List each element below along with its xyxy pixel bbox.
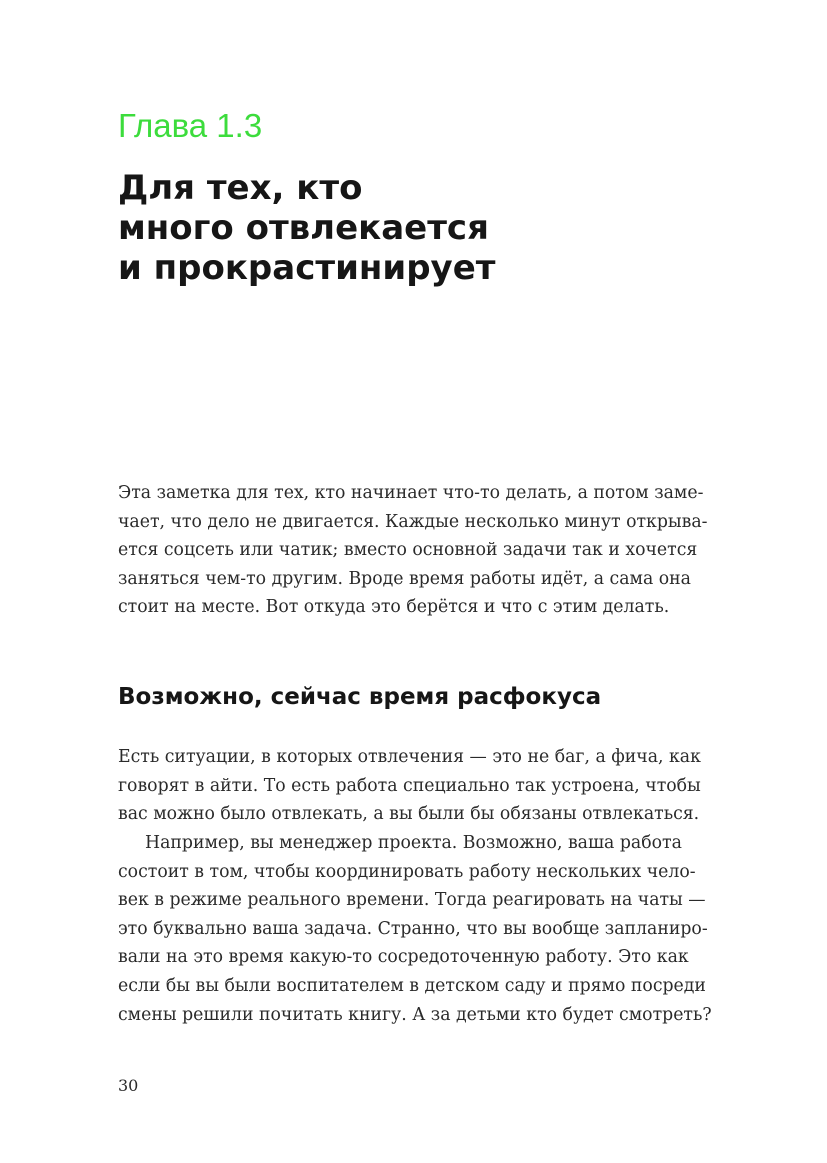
chapter-title-line: Для тех, кто xyxy=(118,168,363,208)
text-line: вас можно было отвлекать, а вы были бы обязаны отвлекаться. xyxy=(118,804,700,825)
text-line: стоит на месте. Вот откуда это берётся и что с этим делать. xyxy=(118,597,670,618)
text-line: век в режиме реального времени. Тогда реагировать на чаты — xyxy=(118,890,706,911)
chapter-title-line: и прокрастинирует xyxy=(118,248,496,288)
intro-paragraph xyxy=(118,479,723,622)
text-line: состоит в том, чтобы координировать работу нескольких чело- xyxy=(118,861,696,882)
text-line: Есть ситуации, в которых отвлечения — это не баг, а фича, как xyxy=(118,747,701,767)
text-line: если бы вы были воспитателем в детском саду и прямо посреди xyxy=(118,975,706,996)
text-line: заняться чем-то другим. Вроде время работы идёт, а сама она xyxy=(118,568,691,589)
page-number: 30 xyxy=(118,1076,139,1095)
text-line: Эта заметка для тех, кто начинает что-то делать, а потом заме- xyxy=(118,483,704,503)
text-line: чает, что дело не двигается. Каждые несколько минут открыва- xyxy=(118,511,708,532)
body-paragraph xyxy=(118,743,723,829)
body-paragraph xyxy=(118,829,723,1029)
text-line: говорят в айти. То есть работа специально так устроена, чтобы xyxy=(118,775,701,796)
text-line: вали на это время какую-то сосредоточенную работу. Это как xyxy=(118,947,689,968)
section-heading: Возможно, сейчас время расфокуса xyxy=(118,684,602,710)
chapter-title-line: много отвлекается xyxy=(118,208,489,248)
text-line: ется соцсеть или чатик; вместо основной задачи так и хочется xyxy=(118,540,698,561)
text-line: Например, вы менеджер проекта. Возможно, ваша работа xyxy=(145,833,682,853)
chapter-title xyxy=(118,168,638,288)
text-line: смены решили почитать книгу. А за детьми кто будет смотреть? xyxy=(118,1004,712,1025)
chapter-label: Глава 1.3 xyxy=(118,107,263,144)
text-line: это буквально ваша задача. Странно, что вы вообще запланиро- xyxy=(118,918,708,939)
